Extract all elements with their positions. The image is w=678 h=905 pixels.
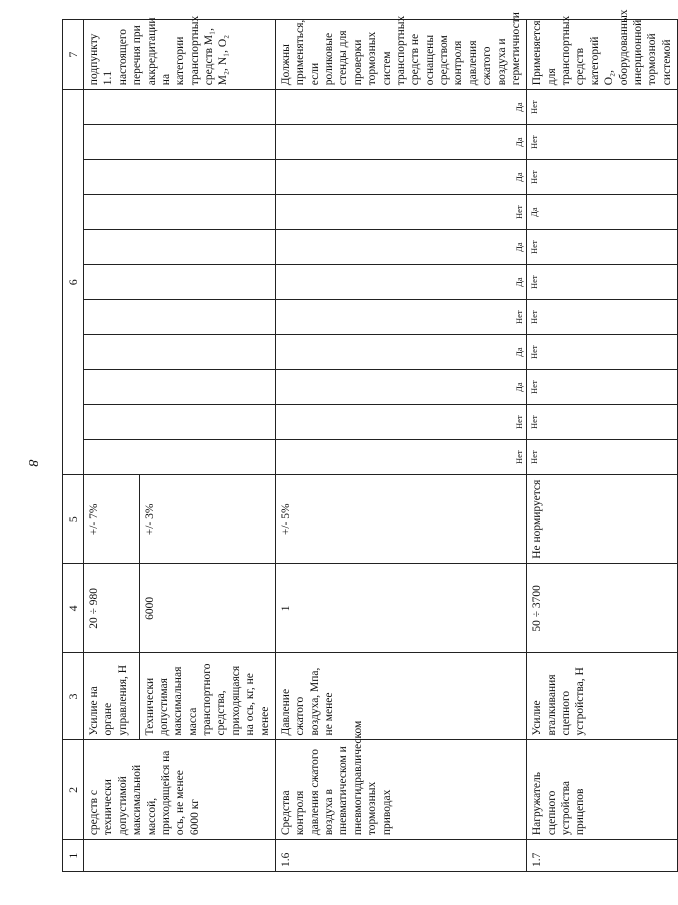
flag-cell: Нет — [275, 440, 526, 475]
flag-cell — [84, 160, 276, 195]
flag-cell: Да — [275, 230, 526, 265]
flag-cell — [84, 230, 276, 265]
param-tolerance: Не нормируется — [527, 475, 678, 564]
flag-cell: Да — [527, 195, 678, 230]
header-cell: 1 — [63, 840, 84, 872]
header-cell: 4 — [63, 564, 84, 653]
row-id — [84, 840, 276, 872]
page-number: 8 — [25, 459, 40, 467]
flag-cell: Нет — [527, 335, 678, 370]
flag-cell: Нет — [527, 125, 678, 160]
flag-cell: Да — [275, 125, 526, 160]
row-id: 1.6 — [275, 840, 526, 872]
param-value: 1 — [275, 564, 526, 653]
row-id: 1.7 — [527, 840, 678, 872]
row-name: Средства контроля давления сжатого воздуха в пневматическом и пневмогидравлическом тормозных приводах — [275, 740, 526, 840]
param-label: Технически допустимая максимальная масса транспортного средства, приходящаяся на ось, кг, не менее — [139, 653, 275, 740]
flag-cell — [84, 405, 276, 440]
flag-cell: Да — [275, 335, 526, 370]
flag-cell — [84, 195, 276, 230]
flag-cell: Нет — [527, 370, 678, 405]
flag-cell: Нет — [527, 265, 678, 300]
flag-cell: Да — [275, 90, 526, 125]
row-note: подпункту 1.1 настоящего перечня при аккредитации на категории транспортных средств M₁, M₂, N₁, O₂ — [84, 20, 276, 90]
table-row — [275, 20, 526, 872]
flag-cell: Нет — [275, 195, 526, 230]
row-name: средств с технически допустимой максимальной массой, приходящейся на ось, не менее 6000 кг — [84, 740, 276, 840]
flag-cell — [84, 125, 276, 160]
header-cell: 3 — [63, 653, 84, 740]
equipment-requirements-table — [62, 9, 673, 872]
param-subtable — [84, 475, 276, 740]
header-cell: 2 — [63, 740, 84, 840]
flag-cell: Нет — [527, 300, 678, 335]
flag-cell — [84, 300, 276, 335]
flag-cell — [84, 370, 276, 405]
header-cell: 7 — [63, 20, 84, 90]
flag-cell: Да — [275, 265, 526, 300]
header-cell: 5 — [63, 475, 84, 564]
param-label: Усилие на органе управления, Н — [84, 653, 139, 740]
flag-cell: Да — [275, 160, 526, 195]
row-note: Должны применяться, если роликовые стенды для проверки тормозных систем транспортных средств не оснащены средством контроля давления сжатого воздуха и герметичности — [275, 20, 526, 90]
flag-cell: Нет — [275, 405, 526, 440]
table-row — [84, 20, 276, 872]
flag-cell: Нет — [527, 440, 678, 475]
param-value: 20 ÷ 980 — [84, 564, 139, 653]
flag-cell: Нет — [275, 300, 526, 335]
flag-cell — [84, 90, 276, 125]
flag-cell: Нет — [527, 160, 678, 195]
row-name: Нагружатель сцепного устройства прицепов — [527, 740, 678, 840]
table-row — [527, 20, 678, 872]
param-value: 50 ÷ 3700 — [527, 564, 678, 653]
param-tolerance: +/- 7% — [84, 475, 139, 564]
flag-cell — [84, 440, 276, 475]
row-note: Применяется для транспортных средств категорий O₂, оборудованных инерционной тормозной системой — [527, 20, 678, 90]
param-label: Давление сжатого воздуха, Мпа, не менее — [275, 653, 526, 740]
flag-cell: Да — [275, 370, 526, 405]
flag-cell: Нет — [527, 230, 678, 265]
param-value: 6000 — [139, 564, 275, 653]
flag-cell: Нет — [527, 90, 678, 125]
param-tolerance: +/- 5% — [275, 475, 526, 564]
flag-cell — [84, 265, 276, 300]
header-row — [63, 20, 84, 872]
param-label: Усилие вталкивания сцепного устройства, Н — [527, 653, 678, 740]
flag-cell: Нет — [527, 405, 678, 440]
param-tolerance: +/- 3% — [139, 475, 275, 564]
header-cell: 6 — [63, 90, 84, 475]
flag-cell — [84, 335, 276, 370]
